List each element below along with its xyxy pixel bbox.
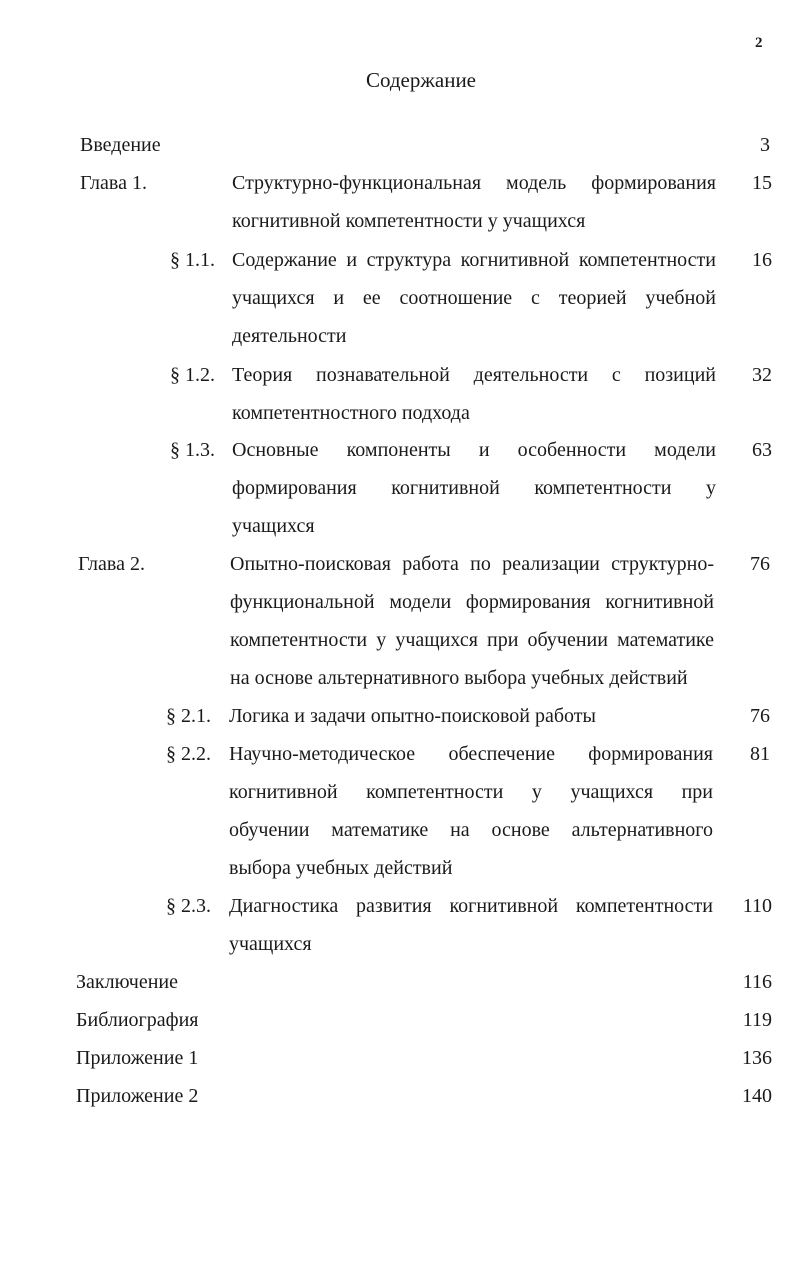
toc-entry-title-line: когнитивной компетентности у учащихся bbox=[232, 210, 586, 232]
toc-entry-label: Глава 2. bbox=[78, 553, 145, 575]
toc-entry-page: 76 bbox=[750, 553, 770, 575]
toc-entry-title bbox=[232, 164, 716, 240]
toc-entry-page: 32 bbox=[752, 364, 772, 386]
toc-entry-title-line: когнитивной компетентности у учащихся при bbox=[229, 781, 713, 803]
toc-entry-title-line: компетентности у учащихся при обучении математике bbox=[230, 629, 714, 651]
toc-entry-title-line: Логика и задачи опытно-поисковой работы bbox=[229, 705, 596, 727]
toc-entry-title bbox=[229, 735, 713, 887]
toc-entry-title-line: деятельности bbox=[232, 325, 347, 347]
toc-entry-page: 119 bbox=[742, 1009, 772, 1031]
toc-entry-label: § 1.3. bbox=[170, 439, 215, 461]
toc-entry-page: 140 bbox=[742, 1085, 772, 1107]
toc-entry-title-line: Опытно-поисковая работа по реализации структурно- bbox=[230, 553, 714, 575]
toc-entry-label: Библиография bbox=[76, 1009, 199, 1031]
toc-entry-label: Введение bbox=[80, 134, 161, 156]
toc-entry-title-line: на основе альтернативного выбора учебных действий bbox=[230, 667, 688, 689]
toc-entry-page: 136 bbox=[742, 1047, 772, 1069]
toc-entry-title bbox=[232, 241, 716, 355]
toc-entry-title-line: учащихся и ее соотношение с теорией учебной bbox=[232, 287, 716, 309]
toc-entry-label: § 1.1. bbox=[170, 249, 215, 271]
toc-entry-title-line: Научно-методическое обеспечение формирования bbox=[229, 743, 713, 765]
toc-entry-title-line: учащихся bbox=[229, 933, 312, 955]
toc-entry-title-line: Структурно-функциональная модель формирования bbox=[232, 172, 716, 194]
toc-entry-label: § 1.2. bbox=[170, 364, 215, 386]
toc-entry-page: 116 bbox=[742, 971, 772, 993]
toc-entry-title bbox=[232, 356, 716, 432]
toc-entry-page: 3 bbox=[760, 134, 770, 156]
toc-entry-title-line: Диагностика развития когнитивной компетентности bbox=[229, 895, 713, 917]
toc-entry-title bbox=[232, 431, 716, 545]
toc-entry-title-line: учащихся bbox=[232, 515, 315, 537]
toc-entry-page: 16 bbox=[752, 249, 772, 271]
toc-entry-label: Приложение 1 bbox=[76, 1047, 199, 1069]
toc-entry-title-line: функциональной модели формирования когнитивной bbox=[230, 591, 714, 613]
toc-entry-title-line: Теория познавательной деятельности с позиций bbox=[232, 364, 716, 386]
toc-entry-label: Приложение 2 bbox=[76, 1085, 199, 1107]
toc-entry-label: Заключение bbox=[76, 971, 178, 993]
toc-entry-page: 110 bbox=[742, 895, 772, 917]
toc-entry-title bbox=[230, 545, 714, 697]
toc-entry-label: § 2.2. bbox=[166, 743, 211, 765]
toc-entry-title-line: обучении математике на основе альтернативного bbox=[229, 819, 713, 841]
toc-entry-title-line: формирования когнитивной компетентности у bbox=[232, 477, 716, 499]
page-title: Содержание bbox=[365, 68, 477, 92]
toc-entry-title bbox=[229, 697, 713, 735]
toc-entry-page: 63 bbox=[752, 439, 772, 461]
toc-entry-label: § 2.1. bbox=[166, 705, 211, 727]
toc-entry-label: Глава 1. bbox=[80, 172, 147, 194]
toc-entry-page: 81 bbox=[750, 743, 770, 765]
toc-entry-title bbox=[229, 887, 713, 963]
toc-entry-title-line: компетентностного подхода bbox=[232, 402, 470, 424]
toc-entry-title-line: выбора учебных действий bbox=[229, 857, 453, 879]
toc-entry-title-line: Основные компоненты и особенности модели bbox=[232, 439, 716, 461]
toc-entry-page: 15 bbox=[752, 172, 772, 194]
toc-entry-label: § 2.3. bbox=[166, 895, 211, 917]
toc-entry-title-line: Содержание и структура когнитивной компетентности bbox=[232, 249, 716, 271]
page-number: 2 bbox=[755, 35, 763, 51]
toc-entry-page: 76 bbox=[750, 705, 770, 727]
